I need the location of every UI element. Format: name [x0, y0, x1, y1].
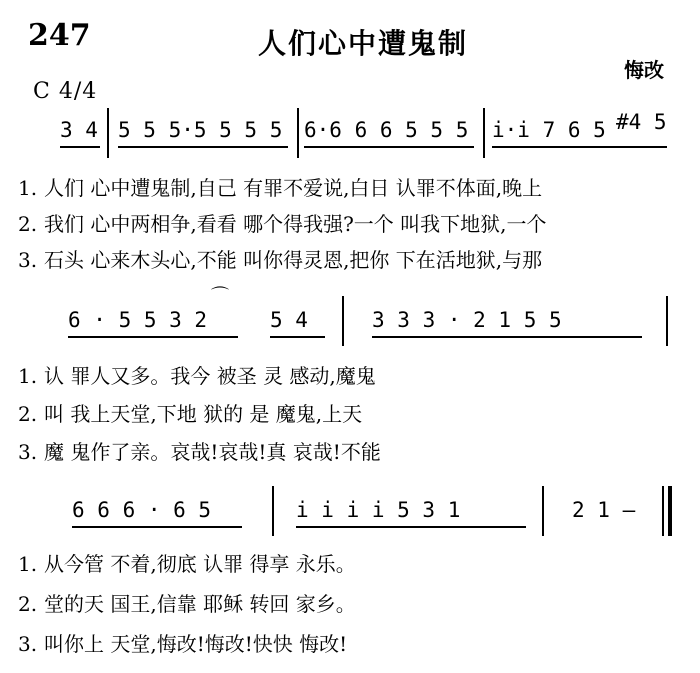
attribution: 悔改 [624, 58, 664, 82]
lyric-line-3 [18, 628, 347, 657]
measure: 5 5 5·5 5 5 5 [118, 118, 283, 142]
beam-line [60, 146, 100, 148]
verse-number: 3. [18, 632, 38, 656]
measure: i i i i 5 3 1 [296, 498, 461, 522]
barline [542, 486, 544, 536]
hymn-number: 247 [28, 18, 91, 53]
beam-line [296, 526, 526, 528]
barline [342, 296, 344, 346]
beam-line [68, 336, 238, 338]
beam-line [372, 336, 642, 338]
verse-number: 2. [18, 212, 38, 236]
lyric-text: 我们 心中两相争,看看 哪个得我强?一个 叫我下地狱,一个 [44, 212, 547, 236]
lyric-text: 认 罪人又多。我今 被圣 灵 感动,魔鬼 [44, 364, 376, 388]
lyric-line-1 [18, 548, 356, 577]
barline [666, 296, 668, 346]
measure: 5 4 [270, 308, 308, 332]
barline [272, 486, 274, 536]
beam-line [270, 336, 325, 338]
lyric-line-2 [18, 208, 547, 237]
verse-number: 2. [18, 592, 38, 616]
lyric-text: 人们 心中遭鬼制,自己 有罪不爱说,白日 认罪不体面,晚上 [44, 176, 543, 200]
key-time-signature: C 4/4 [33, 79, 98, 104]
measure: 3 3 3 · 2 1 5 5 [372, 308, 562, 332]
lyric-line-1 [18, 172, 542, 201]
lyric-text: 从今管 不着,彻底 认罪 得享 永乐。 [44, 552, 356, 576]
measure-pickup: 3 4 [60, 118, 98, 142]
barline [662, 486, 664, 536]
beam-line [72, 526, 242, 528]
barline [483, 108, 485, 158]
verse-number: 2. [18, 402, 38, 426]
barline [107, 108, 109, 158]
verse-number: 1. [18, 176, 38, 200]
hymn-title: 人们心中遭鬼制 [258, 27, 469, 60]
final-barline [668, 486, 672, 536]
beam-line [118, 146, 288, 148]
lyric-text: 魔 鬼作了亲。哀哉!哀哉!真 哀哉!不能 [44, 440, 381, 464]
barline [297, 108, 299, 158]
measure: 6 · 5 5 3 2 [68, 308, 208, 332]
lyric-line-2 [18, 588, 356, 617]
verse-number: 3. [18, 248, 38, 272]
verse-number: 1. [18, 552, 38, 576]
fermata-mark: ⌒ [211, 286, 229, 307]
lyric-line-1 [18, 360, 376, 389]
lyric-text: 堂的天 国王,信靠 耶稣 转回 家乡。 [44, 592, 356, 616]
measure: 2 1 — [572, 498, 636, 522]
lyric-text: 叫你上 天堂,悔改!悔改!快快 悔改! [44, 632, 348, 656]
lyric-line-3 [18, 436, 381, 465]
verse-number: 1. [18, 364, 38, 388]
verse-number: 3. [18, 440, 38, 464]
lyric-text: 叫 我上天堂,下地 狱的 是 魔鬼,上天 [44, 402, 363, 426]
lyric-line-2 [18, 398, 362, 427]
beam-line [304, 146, 474, 148]
lyric-line-3 [18, 244, 542, 273]
measure: i·i 7 6 5 [492, 118, 606, 142]
measure: 6 6 6 · 6 5 [72, 498, 212, 522]
measure: 6·6 6 6 5 5 5 [304, 118, 469, 142]
lyric-text: 石头 心来木头心,不能 叫你得灵恩,把你 下在活地狱,与那 [44, 248, 543, 272]
beam-line [492, 146, 667, 148]
measure: #4 5 [616, 110, 667, 134]
